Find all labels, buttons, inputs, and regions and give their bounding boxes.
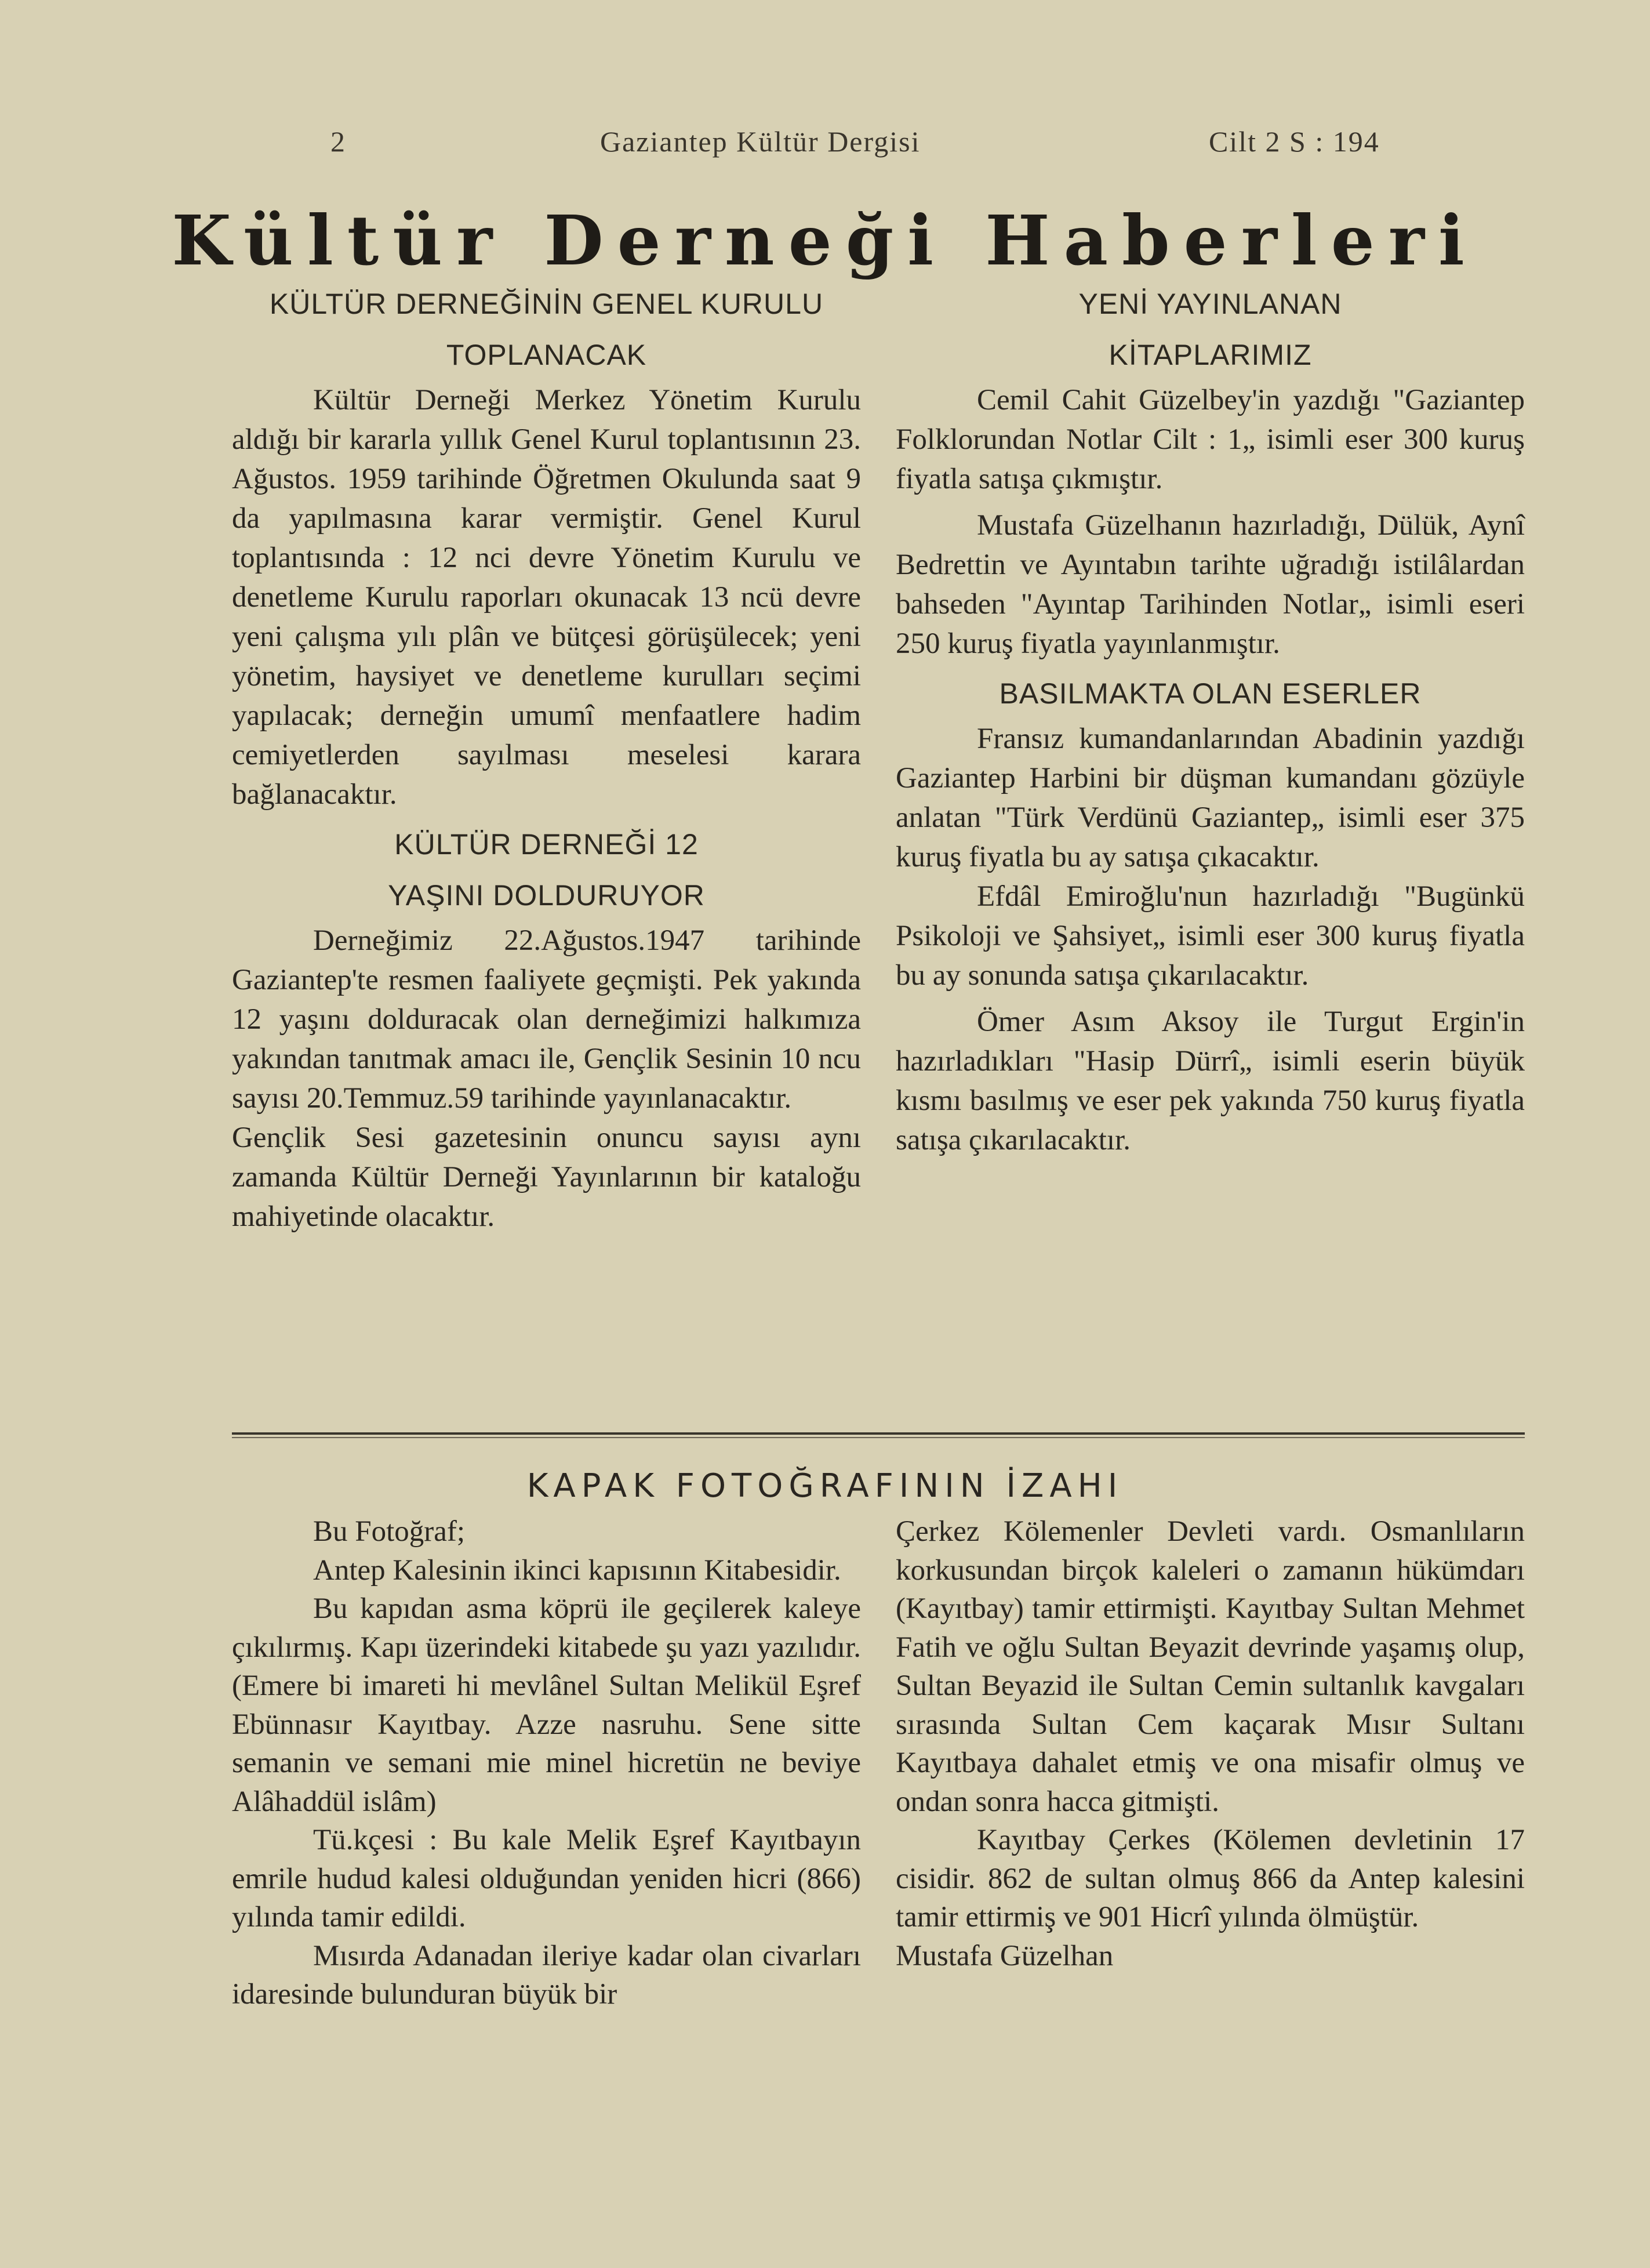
article-paragraph: Antep Kalesinin ikinci kapısının Kitabesidir. (313, 1554, 841, 1587)
section-heading: KÜLTÜR DERNEĞİ 12 (394, 828, 699, 861)
article-paragraph: Mısırda Adanadan ileriye kadar olan civarları idaresinde bulunduran büyük bir (232, 1939, 861, 2011)
section-heading: TOPLANACAK (446, 339, 647, 371)
left-column-top (232, 278, 861, 1236)
article-paragraph: Bu Fotoğraf; (313, 1515, 466, 1548)
divider-line (232, 1432, 1525, 1435)
left-column-bottom (232, 1512, 861, 2014)
section-heading: BASILMAKTA OLAN ESERLER (999, 677, 1422, 710)
article-paragraph: Ömer Asım Aksoy ile Turgut Ergin'in hazırladıkları "Hasip Dürrî„ isimli eserin büyük kısmı basılmış ve eser pek yakında 750 kuruş fiyatla satışa çıkarılacaktır. (896, 1006, 1525, 1156)
page-number: 2 (330, 125, 346, 158)
section-heading: YENİ YAYINLANAN (1078, 288, 1342, 320)
article-paragraph: Fransız kumandanlarından Abadinin yazdığı Gaziantep Harbini bir düşman kumandanı gözüyle anlatan "Türk Verdünü Gaziantep„ isimli eser 375 kuruş fiyatla bu ay satışa çıkacaktır. (896, 723, 1525, 873)
article-paragraph: Cemil Cahit Güzelbey'in yazdığı "Gaziantep Folklorundan Notlar Cilt : 1„ isimli eser 300 kuruş fiyatla satışa çıkmıştır. (896, 384, 1525, 495)
section-heading: YAŞINI DOLDURUYOR (388, 879, 705, 912)
section-heading: KÜLTÜR DERNEĞİNİN GENEL KURULU (269, 288, 824, 320)
article-paragraph: Mustafa Güzelhanın hazırladığı, Dülük, Aynî Bedrettin ve Ayıntabın tarihte uğradığı istilâlardan bahseden "Ayıntap Tarihinden Notlar„ isimli eseri 250 kuruş fiyatla yayınlanmıştır. (896, 509, 1525, 660)
cover-photo-heading: KAPAK FOTOĞRAFININ İZAHI (526, 1467, 1124, 1505)
article-paragraph: Kayıtbay Çerkes (Kölemen devletinin 17 cisidir. 862 de sultan olmuş 866 da Antep kalesini tamir ettirmiş ve 901 Hicrî yılında ölmüştür. (896, 1824, 1525, 1933)
volume-issue: Cilt 2 S : 194 (1209, 125, 1380, 158)
article-paragraph: Kültür Derneği Merkez Yönetim Kurulu aldığı bir kararla yıllık Genel Kurul toplantısının 23. Ağustos. 1959 tarihinde Öğretmen Okulunda saat 9 da yapılmasına karar vermiştir. Genel Kurul toplantısında : 12 nci devre Yönetim Kurulu ve denetleme Kurulu raporları okunacak 13 ncü devre yeni çalışma yılı plân ve bütçesi görüşülecek; yeni yönetim, haysiyet ve denetleme kurulları seçimi yapılacak; derneğin umumî menfaatlere hadim cemiyetlerden sayılması meselesi karara bağlanacaktır. (232, 384, 861, 811)
right-column-top (896, 278, 1525, 1160)
right-column-bottom (896, 1512, 1525, 1975)
journal-name: Gaziantep Kültür Dergisi (600, 125, 921, 158)
article-paragraph: Derneğimiz 22.Ağustos.1947 tarihinde Gaziantep'te resmen faaliyete geçmişti. Pek yakında 12 yaşını dolduracak olan derneğimizi halkımıza yakından tanıtmak amacı ile, Gençlik Sesinin 10 ncu sayısı 20.Temmuz.59 tarihinde yayınlanacaktır. (232, 924, 861, 1115)
page-title: Kültür Derneği Haberleri (172, 200, 1478, 281)
article-paragraph: Çerkez Kölemenler Devleti vardı. Osmanlıların korkusundan birçok kaleleri o zamanın hükümdarı (Kayıtbay) tamir ettirmişti. Kayıtbay Sultan Mehmet Fatih ve oğlu Sultan Beyazit devrinde yaşamış olup, Sultan Beyazid ile Sultan Cemin sultanlık kavgaları sırasında Sultan Cem kaçarak Mısır Sultanı Kayıtbaya dahalet etmiş ve ona misafir olmuş ve ondan sonra hacca gitmişti. (896, 1515, 1525, 1818)
article-paragraph: Gençlik Sesi gazetesinin onuncu sayısı aynı zamanda Kültür Derneği Yayınlarının bir kataloğu mahiyetinde olacaktır. (232, 1122, 861, 1233)
article-paragraph: Bu kapıdan asma köprü ile geçilerek kaleye çıkılırmış. Kapı üzerindeki kitabede şu yazı yazılıdır. (Emere bi imareti hi mevlânel Sultan Melikül Eşref Ebünnasır Kayıtbay. Azze nasruhu. Sene sitte semanin ve semani mie minel hicretün ne beviye Alâhaddül islâm) (232, 1592, 861, 1818)
article-paragraph: Tü.kçesi : Bu kale Melik Eşref Kayıtbayın emrile hudud kalesi olduğundan yeniden hicri (866) yılında tamir edildi. (232, 1824, 861, 1933)
section-heading: KİTAPLARIMIZ (1109, 339, 1312, 371)
author-signature: Mustafa Güzelhan (896, 1939, 1114, 1972)
article-paragraph: Efdâl Emiroğlu'nun hazırladığı "Bugünkü Psikoloji ve Şahsiyet„ isimli eser 300 kuruş fiyatla bu ay sonunda satışa çıkarılacaktır. (896, 880, 1525, 992)
divider-line (232, 1437, 1525, 1438)
